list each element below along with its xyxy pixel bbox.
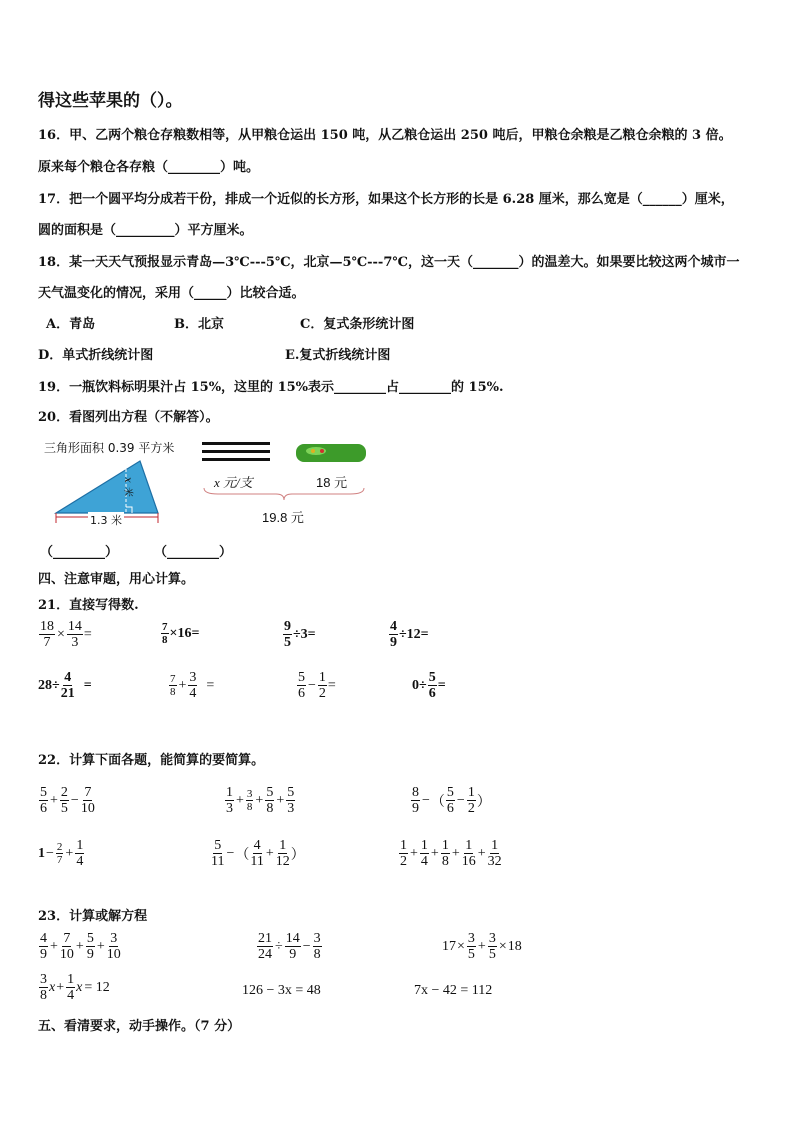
q22-d: 1 − $\frac{2}{7}$ + $\frac{1}{4}$ (38, 838, 84, 870)
q23-d: $\frac{3}{8}$ x + $\frac{1}{4}$ x = 12 (40, 972, 110, 1004)
pens-figure (198, 440, 368, 502)
q22-b: $\frac{1}{3}$ + $\frac{3}{8}$ + $\frac{5}{8}$ + $\frac{5}{3}$ (226, 785, 295, 817)
q21-r2-c: $\frac{5}{6}$ − $\frac{1}{2}$ = (298, 670, 336, 702)
q23-e: 126 − 3x = 48 (242, 983, 321, 998)
q19-line: 19．一瓶饮料标明果汁占 15%，这里的 15%表示________占________的 15%. (38, 380, 504, 395)
q23-title: 23．计算或解方程 (38, 909, 148, 924)
q21-r2-a: 28÷ $\frac{4}{21}$ = (38, 670, 92, 702)
q21-r1-d: $\frac{4}{9}$ ÷12= (390, 619, 429, 651)
q20-blank2[interactable]: （________） (154, 545, 233, 560)
q22-f: $\frac{1}{2}$ + $\frac{1}{4}$ + $\frac{1}{8}$ + $\frac{1}{16}$ + $\frac{1}{32}$ (400, 838, 502, 870)
section4-title: 四、注意审题，用心计算。 (38, 572, 195, 587)
q17-line2: 圆的面积是（_________）平方厘米。 (38, 223, 253, 238)
q16-line1: 16．甲、乙两个粮仓存粮数相等，从甲粮仓运出 150 吨，从乙粮仓运出 250 吨后，甲粮仓余粮是乙粮仓余粮的 3 倍。 (38, 128, 732, 143)
q18-option-a: A．青岛 (46, 317, 96, 332)
q21-r2-b: $\frac{7}{8}$ + $\frac{3}{4}$ = (170, 670, 215, 702)
q21-r1-a: $\frac{18}{7}$ × $\frac{14}{3}$ = (40, 619, 92, 651)
q20-title: 20．看图列出方程（不解答）。 (38, 410, 219, 425)
q18-option-c: C．复式条形统计图 (300, 317, 415, 332)
q18-line1: 18．某一天天气预报显示青岛—3℃---5℃，北京—5℃---7℃，这一天（_______）的温差大。如果要比较这两个城市一 (38, 255, 740, 270)
q20-blank1[interactable]: （________） (40, 545, 119, 560)
q18-option-d: D．单式折线统计图 (38, 348, 154, 363)
triangle-caption: 三角形面积 0.39 平方米 (44, 441, 175, 455)
q22-e: $\frac{5}{11}$ − （ $\frac{4}{11}$ + $\frac{1}{12}$ ） (211, 838, 305, 870)
q21-r1-c: $\frac{9}{5}$ ÷3= (284, 619, 316, 651)
q22-c: $\frac{8}{9}$ − （ $\frac{5}{6}$ − $\frac{1}{2}$ ） (412, 785, 491, 817)
q22-a: $\frac{5}{6}$ + $\frac{2}{5}$ − $\frac{7}{10}$ (40, 785, 95, 817)
q21-r1-b: $\frac{7}{8}$ ×16= (162, 621, 200, 647)
total-price: 19.8 元 (262, 510, 304, 525)
q17-line1: 17．把一个圆平均分成若干份，排成一个近似的长方形，如果这个长方形的长是 6.28 厘米，那么宽是（______）厘米， (38, 192, 734, 207)
q22-title: 22．计算下面各题，能简算的要简算。 (38, 753, 265, 768)
q21-r2-d: 0÷ $\frac{5}{6}$ = (412, 670, 446, 702)
triangle-base-label: 1.3 米 (90, 514, 122, 527)
section5-title: 五、看清要求，动手操作。（7 分） (38, 1019, 241, 1034)
q23-b: $\frac{21}{24}$ ÷ $\frac{14}{9}$ − $\frac{3}{8}$ (258, 931, 321, 963)
triangle-height-label: x 米 (121, 477, 133, 496)
q16-line2: 原来每个粮仓各存粮（________）吨。 (38, 160, 260, 175)
header-line: 得这些苹果的（）。 (38, 91, 183, 111)
q23-c: 17 × $\frac{3}{5}$ + $\frac{3}{5}$ × 18 (442, 931, 522, 963)
pens-unit-price: x 元/支 (214, 475, 253, 490)
q18-option-b: B．北京 (174, 317, 224, 332)
q18-line2: 天气温变化的情况，采用（_____）比较合适。 (38, 286, 305, 301)
q23-f: 7x − 42 = 112 (414, 983, 493, 998)
q18-option-e: E.复式折线统计图 (285, 348, 391, 363)
q21-title: 21．直接写得数. (38, 598, 139, 613)
pen-price: 18 元 (316, 475, 348, 490)
q23-a: $\frac{4}{9}$ + $\frac{7}{10}$ + $\frac{5}{9}$ + $\frac{3}{10}$ (40, 931, 121, 963)
